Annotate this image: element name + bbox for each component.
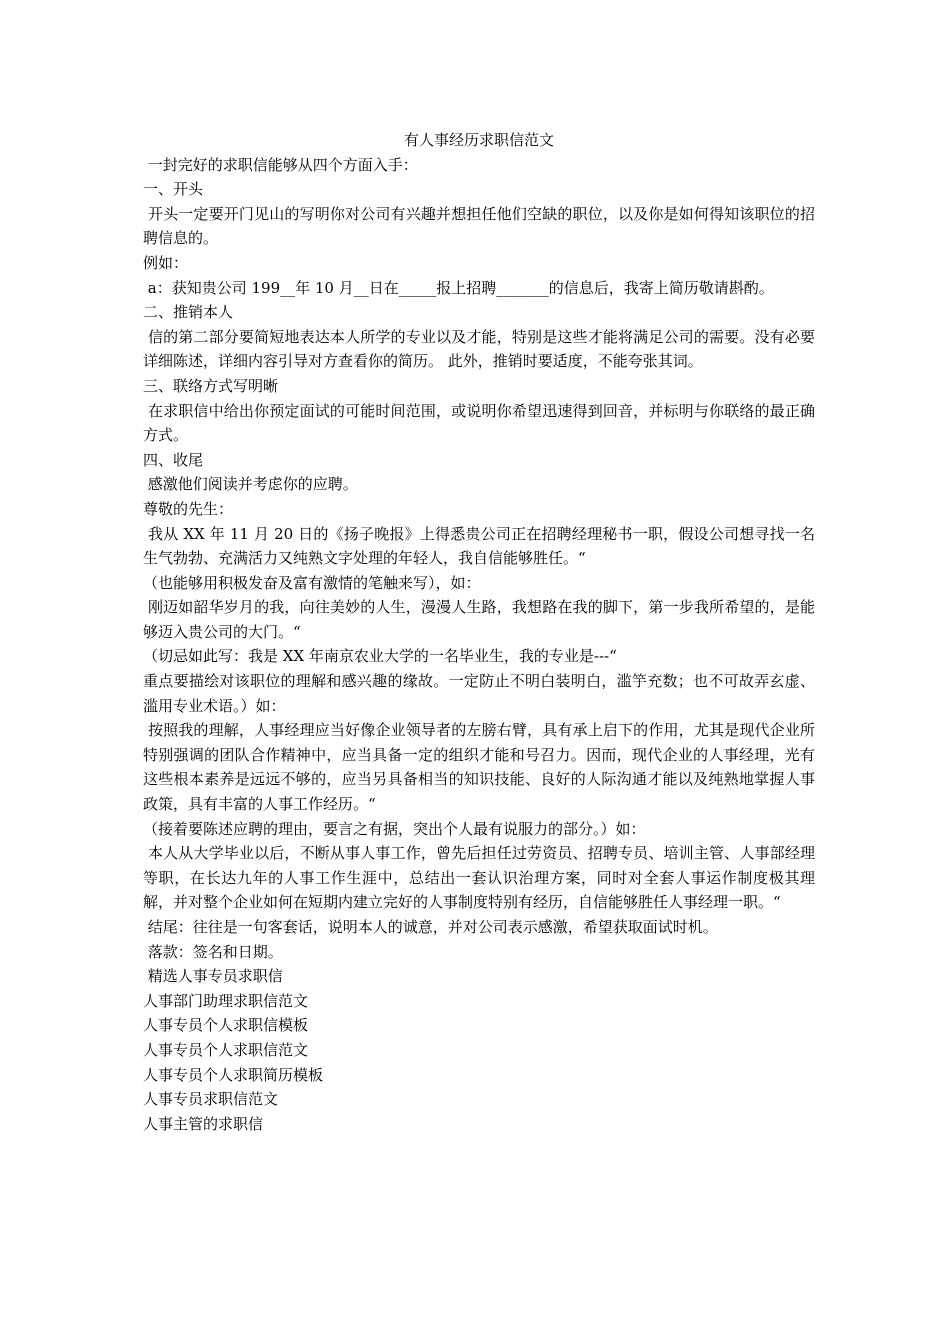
paragraph: 三、联络方式写明晰 [143, 376, 279, 395]
paragraph: 精选人事专员求职信 [143, 967, 283, 986]
document-page [143, 128, 815, 1136]
paragraph: 按照我的理解，人事经理应当好像企业领导者的左膀右臂，具有承上启下的作用，尤其是现代企业所特别强调的团队合作精神中，应当具备一定的组织才能和号召力。因而，现代企业的人事经理，光有这些根本素养是远远不够的，应当另具备相当的知识技能、良好的人际沟通才能以及纯熟地掌握人事政策，具有丰富的人事工作经历。“ [143, 721, 815, 814]
paragraph: （接着要陈述应聘的理由，要言之有据，突出个人最有说服力的部分。）如： [143, 819, 646, 838]
paragraph: （切忌如此写：我是 XX 年南京农业大学的一名毕业生，我的专业是---“ [143, 647, 617, 666]
paragraph: 感激他们阅读并考虑你的应聘。 [143, 475, 358, 494]
paragraph: 尊敬的先生： [143, 499, 234, 518]
document-body [143, 153, 815, 1137]
paragraph: 人事专员个人求职信模板 [143, 1016, 309, 1035]
paragraph: 人事部门助理求职信范文 [143, 991, 309, 1010]
paragraph: 信的第二部分要简短地表达本人所学的专业以及才能，特别是这些才能将满足公司的需要。没有必要详细陈述，详细内容引导对方查看你的简历。 此外，推销时要适度，不能夸张其词。 [143, 327, 815, 371]
paragraph: 在求职信中给出你预定面试的可能时间范围，或说明你希望迅速得到回音，并标明与你联络的最正确方式。 [143, 401, 815, 445]
paragraph: 人事专员求职信范文 [143, 1090, 279, 1109]
paragraph: 二、推销本人 [143, 303, 234, 322]
paragraph: 人事专员个人求职简历模板 [143, 1065, 324, 1084]
paragraph: 四、收尾 [143, 450, 204, 469]
paragraph: 结尾：往往是一句客套话，说明本人的诚意，并对公司表示感激，希望获取面试时机。 [143, 918, 718, 936]
paragraph: a：获知贵公司 199__年 10 月__日在_____报上招聘_______的信息后，我寄上简历敬请斟酌。 [143, 278, 774, 297]
paragraph: （也能够用积极发奋及富有激情的笔触来写），如： [143, 573, 481, 592]
paragraph: 我从 XX 年 11 月 20 日的《扬子晚报》上得悉贵公司正在招聘经理秘书一职，假设公司想寻找一名生气勃勃、充满活力又纯熟文字处理的年轻人，我自信能够胜任。“ [143, 524, 815, 568]
paragraph: 刚迈如韶华岁月的我，向往美妙的人生，漫漫人生路，我想路在我的脚下，第一步我所希望的，是能够迈入贵公司的大门。“ [143, 598, 815, 641]
paragraph: 一封完好的求职信能够从四个方面入手： [143, 155, 418, 174]
paragraph: 重点要描绘对该职位的理解和感兴趣的缘故。一定防止不明白装明白，滥竽充数；也不可故弄玄虚、滥用专业术语。）如： [143, 672, 815, 715]
document-title: 有人事经历求职信范文 [403, 131, 554, 149]
paragraph: 本人从大学毕业以后，不断从事人事工作，曾先后担任过劳资员、招聘专员、培训主管、人事部经理等职，在长达九年的人事工作生涯中，总结出一套认识治理方案，同时对全套人事运作制度极其理解，并对整个企业如何在短期内建立完好的人事制度特别有经历，自信能够胜任人事经理一职。“ [143, 844, 815, 912]
paragraph: 人事主管的求职信 [143, 1114, 264, 1133]
paragraph: 人事专员个人求职信范文 [143, 1040, 309, 1059]
paragraph: 开头一定要开门见山的写明你对公司有兴趣并想担任他们空缺的职位，以及你是如何得知该职位的招聘信息的。 [143, 204, 815, 248]
paragraph: 例如： [143, 253, 189, 272]
paragraph: 一、开头 [143, 180, 204, 199]
paragraph: 落款：签名和日期。 [143, 942, 283, 961]
